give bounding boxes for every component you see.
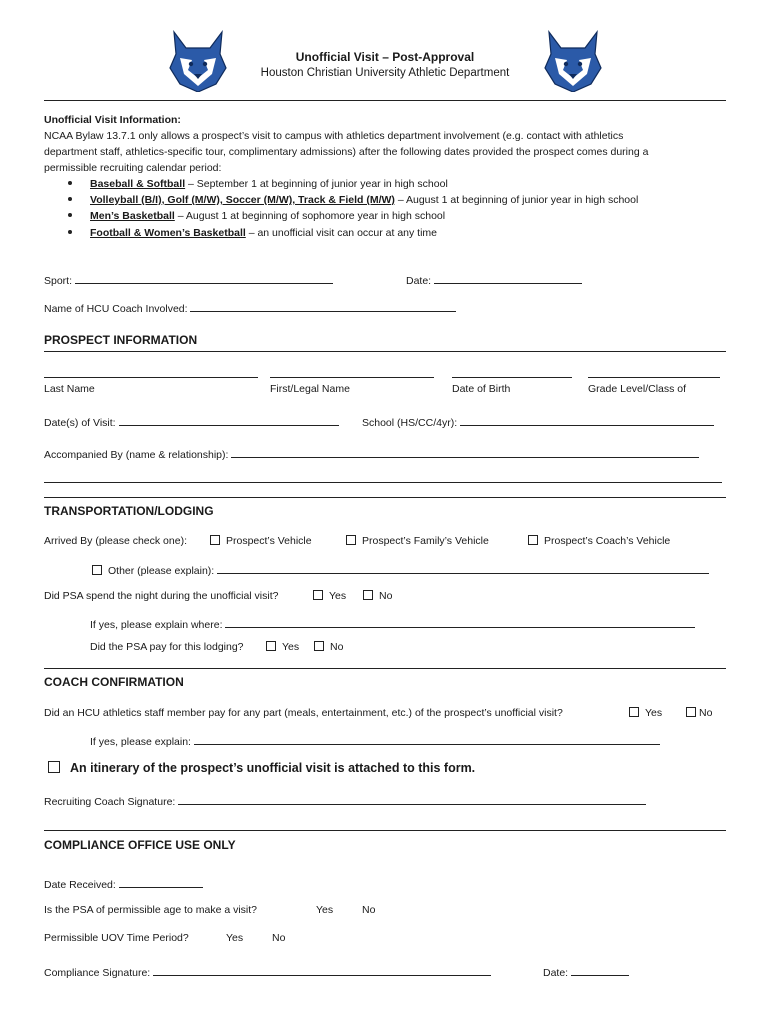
coach-divider: [44, 668, 726, 669]
arrived-label: Arrived By (please check one):: [44, 535, 187, 547]
staff-pay-yes-option[interactable]: [629, 707, 662, 719]
staff-explain-field: [90, 733, 660, 748]
checkbox[interactable]: [686, 707, 696, 717]
night-no-option[interactable]: [363, 590, 392, 602]
first-name-label: First/Legal Name: [270, 383, 350, 395]
yes-label: Yes: [645, 707, 663, 719]
school-label: School (HS/CC/4yr):: [362, 417, 458, 429]
checkbox[interactable]: [210, 535, 220, 545]
compliance-section-title: COMPLIANCE OFFICE USE ONLY: [44, 838, 236, 852]
school-field: [362, 414, 714, 429]
grade-input[interactable]: [588, 377, 720, 378]
date-received-field: [44, 876, 203, 891]
bullet-dot: [68, 213, 72, 217]
option-family-vehicle[interactable]: [346, 535, 489, 547]
intro-paragraph-line3: permissible recruiting calendar period:: [44, 162, 222, 174]
bullet-item: [68, 227, 437, 239]
period-yes-option[interactable]: Yes: [226, 932, 244, 944]
visit-dates-input[interactable]: [119, 414, 339, 426]
bullet-sport: Men’s Basketball: [90, 210, 175, 222]
option-prospect-vehicle[interactable]: [210, 535, 312, 547]
checkbox[interactable]: [528, 535, 538, 545]
bullet-rule: – August 1 at beginning of junior year in high school: [394, 194, 639, 206]
sport-label: Sport:: [44, 275, 73, 287]
age-no-option[interactable]: No: [362, 904, 376, 916]
night-yes-option[interactable]: [313, 590, 346, 602]
bullet-dot: [68, 181, 72, 185]
header-divider: [44, 100, 726, 101]
sport-input[interactable]: [75, 272, 333, 284]
pay-lodging-label: Did the PSA pay for this lodging?: [90, 641, 244, 653]
checkbox[interactable]: [92, 565, 102, 575]
staff-explain-input[interactable]: [194, 733, 660, 745]
itinerary-option[interactable]: [48, 761, 475, 775]
period-question-label: Permissible UOV Time Period?: [44, 932, 189, 944]
checkbox[interactable]: [346, 535, 356, 545]
visit-dates-field: [44, 414, 339, 429]
bullet-sport: Football & Women’s Basketball: [90, 227, 246, 239]
option-label: Prospect’s Coach’s Vehicle: [544, 535, 671, 547]
bullet-sport: Baseball & Softball: [90, 178, 186, 190]
coach-label: Name of HCU Coach Involved:: [44, 303, 188, 315]
bullet-item: [68, 210, 445, 222]
intro-paragraph-line1: NCAA Bylaw 13.7.1 only allows a prospect’s visit to campus with athletics department involvement (e.g. contact with athletics: [44, 130, 624, 142]
bullet-rule: – September 1 at beginning of junior year in high school: [185, 178, 448, 190]
bullet-sport: Volleyball (B/I), Golf (M/W), Soccer (M/W), Track & Field (M/W): [90, 194, 395, 206]
accompanied-label: Accompanied By (name & relationship):: [44, 449, 229, 461]
sport-field: [44, 272, 333, 287]
recruiting-signature-input[interactable]: [178, 793, 646, 805]
staff-pay-no-option[interactable]: [686, 707, 712, 719]
transport-divider: [44, 497, 726, 498]
intro-paragraph-line2: department staff, athletics-specific tour, complimentary admissions) after the following dates provided the prospect comes during a: [44, 146, 649, 158]
other-explain-input[interactable]: [217, 562, 709, 574]
option-label: Prospect’s Vehicle: [226, 535, 312, 547]
where-label: If yes, please explain where:: [90, 619, 223, 631]
staff-explain-label: If yes, please explain:: [90, 736, 191, 748]
school-input[interactable]: [460, 414, 714, 426]
compliance-date-field: [543, 964, 629, 979]
recruiting-signature-field: [44, 793, 646, 808]
accompanied-input[interactable]: [231, 446, 699, 458]
checkbox[interactable]: [266, 641, 276, 651]
checkbox[interactable]: [314, 641, 324, 651]
visit-dates-label: Date(s) of Visit:: [44, 417, 116, 429]
bullet-item: [68, 194, 638, 206]
night-question-label: Did PSA spend the night during the unofficial visit?: [44, 590, 279, 602]
pay-no-option[interactable]: [314, 641, 343, 653]
recruiting-signature-label: Recruiting Coach Signature:: [44, 796, 176, 808]
option-other[interactable]: [92, 562, 709, 577]
coach-input[interactable]: [190, 300, 456, 312]
compliance-signature-field: [44, 964, 491, 979]
compliance-signature-label: Compliance Signature:: [44, 967, 151, 979]
age-question-label: Is the PSA of permissible age to make a visit?: [44, 904, 258, 916]
compliance-date-label: Date:: [543, 967, 569, 979]
accompanied-field: [44, 446, 699, 461]
transport-section-title: TRANSPORTATION/LODGING: [44, 504, 214, 518]
night-question: [44, 590, 278, 602]
no-label: No: [330, 641, 344, 653]
bullet-rule: – an unofficial visit can occur at any time: [245, 227, 438, 239]
page-title: Unofficial Visit – Post-Approval: [295, 50, 475, 64]
option-label: Prospect’s Family’s Vehicle: [362, 535, 489, 547]
last-name-input[interactable]: [44, 377, 258, 378]
dob-label: Date of Birth: [452, 383, 511, 395]
dob-input[interactable]: [452, 377, 572, 378]
intro-heading: Unofficial Visit Information:: [44, 114, 181, 126]
coach-field: [44, 300, 456, 315]
date-received-label: Date Received:: [44, 879, 116, 891]
accompanied-input-line2[interactable]: [44, 482, 722, 483]
no-label: No: [379, 590, 393, 602]
checkbox[interactable]: [313, 590, 323, 600]
first-name-input[interactable]: [270, 377, 434, 378]
last-name-label: Last Name: [44, 383, 95, 395]
compliance-signature-input[interactable]: [153, 964, 491, 976]
grade-label: Grade Level/Class of: [588, 383, 687, 395]
where-input[interactable]: [225, 616, 695, 628]
date-received-input[interactable]: [119, 876, 203, 888]
yes-label: Yes: [282, 641, 300, 653]
date-label: Date:: [406, 275, 432, 287]
itinerary-label: An itinerary of the prospect’s unofficial visit is attached to this form.: [70, 761, 476, 775]
bullet-rule: – August 1 at beginning of sophomore year in high school: [174, 210, 446, 222]
age-yes-option[interactable]: Yes: [316, 904, 334, 916]
compliance-date-input[interactable]: [571, 964, 629, 976]
checkbox[interactable]: [363, 590, 373, 600]
date-input[interactable]: [434, 272, 582, 284]
checkbox[interactable]: [629, 707, 639, 717]
itinerary-checkbox[interactable]: [48, 761, 60, 773]
page-subtitle: Houston Christian University Athletic Department: [260, 67, 510, 79]
pay-yes-option[interactable]: [266, 641, 299, 653]
bullet-dot: [68, 230, 72, 234]
date-field: [406, 272, 582, 287]
period-no-option[interactable]: No: [272, 932, 286, 944]
compliance-divider: [44, 830, 726, 831]
no-label: No: [699, 707, 713, 719]
staff-pay-label: Did an HCU athletics staff member pay for any part (meals, entertainment, etc.) of the prospect’s unofficial visit?: [44, 707, 563, 719]
option-coach-vehicle[interactable]: [528, 535, 670, 547]
coach-section-title: COACH CONFIRMATION: [44, 675, 184, 689]
prospect-section-title: PROSPECT INFORMATION: [44, 333, 198, 347]
option-label: Other (please explain):: [108, 565, 215, 577]
yes-label: Yes: [329, 590, 347, 602]
bullet-dot: [68, 197, 72, 201]
bullet-item: [68, 178, 448, 190]
where-field: [90, 616, 695, 631]
prospect-divider: [44, 351, 726, 352]
